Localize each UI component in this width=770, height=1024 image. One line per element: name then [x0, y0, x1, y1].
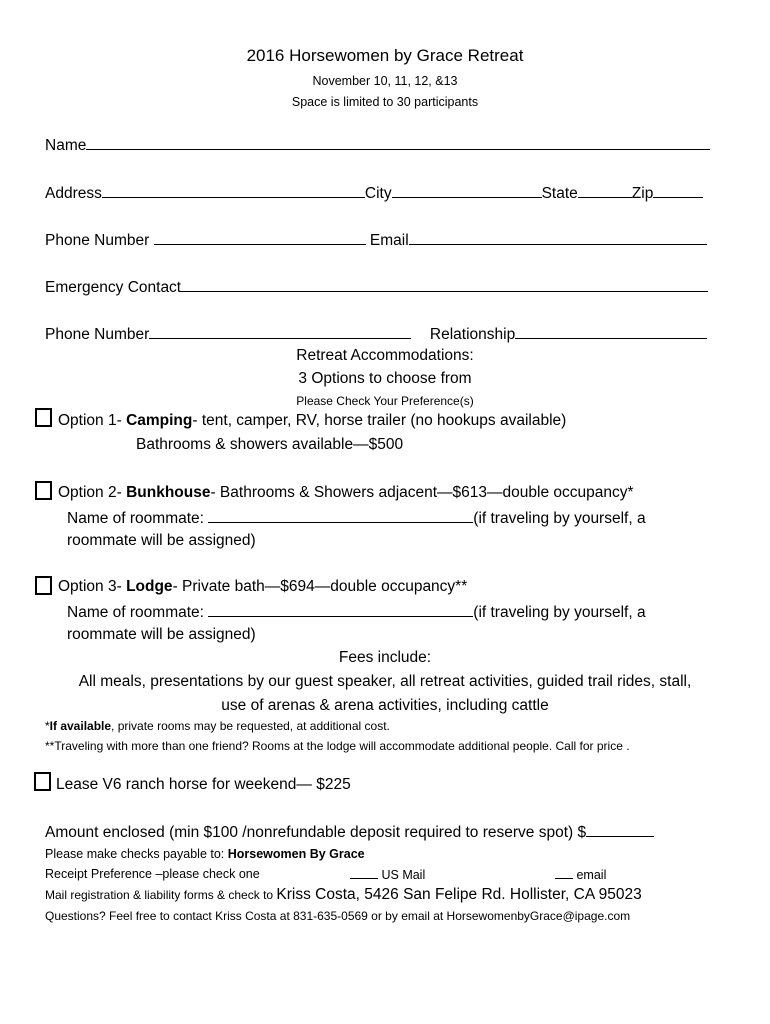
- event-dates: November 10, 11, 12, &13: [312, 74, 458, 88]
- zip-label: Zip: [631, 185, 654, 202]
- option2-prefix: Option 2-: [58, 484, 127, 501]
- accommodations-subheading: 3 Options to choose from: [298, 370, 472, 387]
- zip-field[interactable]: [653, 183, 703, 198]
- note-private-rooms: [45, 719, 390, 733]
- phone2-field[interactable]: [149, 324, 411, 339]
- mail-prefix: Mail registration & liability forms & check to: [45, 888, 277, 902]
- option2-name: Bunkhouse: [126, 484, 211, 501]
- option1-checkbox[interactable]: [35, 408, 52, 427]
- accommodations-heading: Retreat Accommodations:: [296, 347, 474, 364]
- note-lodge-friends: **Traveling with more than one friend? Rooms at the lodge will accommodate additional people. Call for price .: [45, 739, 630, 753]
- option2-roommate-row: [67, 508, 646, 528]
- receipt-us-mail-option: [350, 867, 425, 882]
- option3-roommate-note: (if traveling by yourself, a: [473, 604, 646, 621]
- fees-heading: Fees include:: [338, 649, 432, 666]
- emergency-field[interactable]: [181, 277, 708, 292]
- option2-checkbox[interactable]: [35, 481, 52, 500]
- phone-email-row: [45, 230, 707, 250]
- fees-line1: All meals, presentations by our guest speaker, all retreat activities, guided trail rides, stall,: [78, 673, 692, 690]
- option1-line: [58, 412, 566, 430]
- option1-desc: - tent, camper, RV, horse trailer (no hookups available): [192, 412, 567, 429]
- emergency-label: Emergency Contact: [45, 279, 182, 296]
- option2-roommate-note: (if traveling by yourself, a: [473, 510, 646, 527]
- receipt-preference-label: Receipt Preference –please check one: [45, 867, 260, 881]
- emergency-row: [45, 277, 708, 297]
- option3-roommate-row: [67, 602, 646, 622]
- email-option-label: email: [576, 868, 607, 882]
- mail-to-row: [45, 886, 642, 904]
- fees-line2: use of arenas & arena activities, including cattle: [221, 697, 549, 714]
- note1-bold: If available: [49, 719, 112, 733]
- checks-prefix: Please make checks payable to:: [45, 847, 228, 861]
- state-field[interactable]: [578, 183, 632, 198]
- option3-checkbox[interactable]: [35, 576, 52, 595]
- city-label: City: [364, 185, 392, 202]
- option3-name: Lodge: [126, 578, 173, 595]
- option1-line2: Bathrooms & showers available—$500: [136, 436, 404, 453]
- option2-line: [58, 484, 634, 502]
- note1-prefix: *: [45, 719, 50, 733]
- form-title: 2016 Horsewomen by Grace Retreat: [246, 46, 524, 65]
- option1-name: Camping: [126, 412, 193, 429]
- amount-label: Amount enclosed (min $100 /nonrefundable deposit required to reserve spot) $: [45, 824, 587, 841]
- preference-instruction: Please Check Your Preference(s): [296, 394, 474, 408]
- email-field[interactable]: [409, 230, 707, 245]
- state-label: State: [541, 185, 578, 202]
- name-label: Name: [45, 137, 87, 154]
- option3-desc: - Private bath—$694—double occupancy**: [172, 578, 468, 595]
- checks-payee: Horsewomen By Grace: [227, 847, 365, 861]
- name-field[interactable]: [86, 135, 710, 150]
- checks-payable-row: [45, 847, 365, 861]
- option2-desc: - Bathrooms & Showers adjacent—$613—double occupancy*: [210, 484, 634, 501]
- phone2-row: [45, 324, 707, 344]
- receipt-email-option: [555, 867, 606, 882]
- mail-address: Kriss Costa, 5426 San Felipe Rd. Hollister, CA 95023: [276, 886, 642, 903]
- option3-prefix: Option 3-: [58, 578, 127, 595]
- option3-roommate-label: Name of roommate:: [67, 604, 209, 621]
- phone-label: Phone Number: [45, 232, 150, 249]
- option3-roommate-field[interactable]: [208, 602, 473, 617]
- address-label: Address: [45, 185, 102, 202]
- relationship-field[interactable]: [515, 324, 707, 339]
- option2-roommate-line2: roommate will be assigned): [67, 532, 256, 549]
- phone2-label: Phone Number: [45, 326, 150, 343]
- amount-row: [45, 822, 654, 842]
- address-row: [45, 183, 703, 203]
- amount-field[interactable]: [586, 822, 654, 837]
- lease-checkbox[interactable]: [34, 772, 51, 791]
- option3-line: [58, 578, 467, 596]
- email-check-field[interactable]: [555, 867, 573, 879]
- option2-roommate-field[interactable]: [208, 508, 473, 523]
- capacity-note: Space is limited to 30 participants: [291, 95, 479, 109]
- lease-label: Lease V6 ranch horse for weekend— $225: [56, 776, 351, 793]
- note1-rest: , private rooms may be requested, at additional cost.: [111, 719, 390, 733]
- city-field[interactable]: [392, 183, 542, 198]
- phone-field[interactable]: [154, 230, 366, 245]
- us-mail-check-field[interactable]: [350, 867, 378, 879]
- option3-roommate-line2: roommate will be assigned): [67, 626, 256, 643]
- questions-contact: Questions? Feel free to contact Kriss Costa at 831-635-0569 or by email at HorsewomenbyGrace@ipage.com: [45, 909, 631, 923]
- relationship-label: Relationship: [429, 326, 516, 343]
- address-field[interactable]: [102, 183, 365, 198]
- us-mail-label: US Mail: [381, 868, 426, 882]
- email-label: Email: [369, 232, 409, 249]
- option2-roommate-label: Name of roommate:: [67, 510, 209, 527]
- name-row: [45, 135, 710, 155]
- option1-prefix: Option 1-: [58, 412, 127, 429]
